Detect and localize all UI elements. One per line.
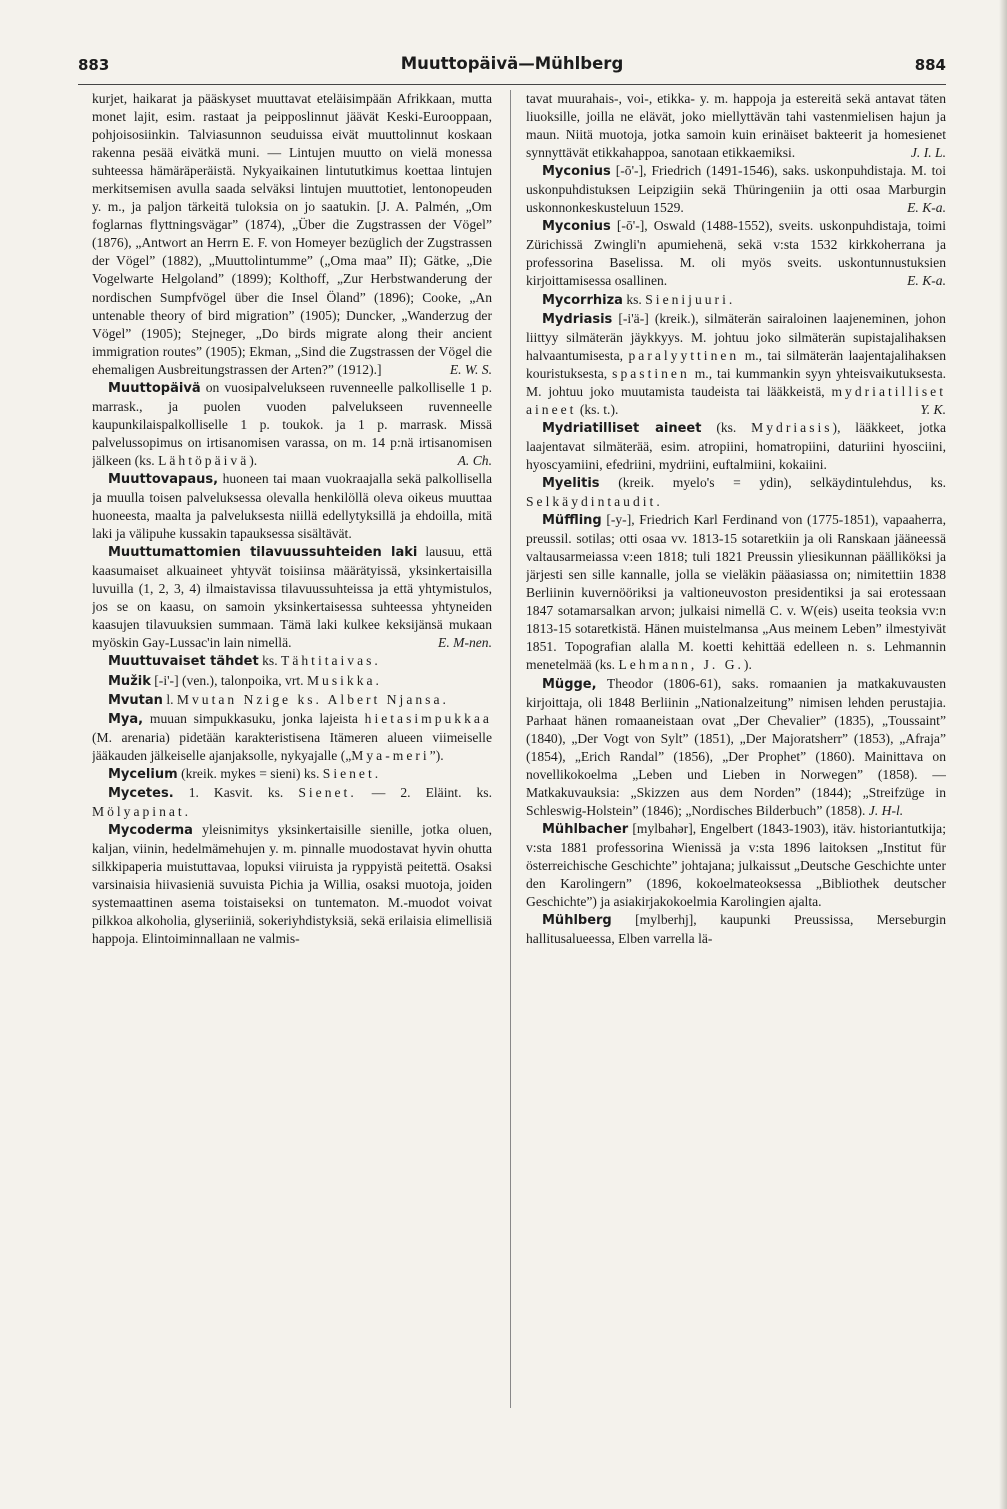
entry-muzik: Mužik [-i'-] (ven.), talonpoika, vrt. Musikka.	[108, 672, 382, 689]
entry-muhlberg: Mühlberg [mylberhj], kaupunki Preussissa, Merseburgin hallitusalueessa, Elben varrella lä-	[526, 912, 946, 947]
entry-muffling: Müffling [-y-], Friedrich Karl Ferdinand von (1775-1851), vapaaherra, preussil. sotilas; otti osaa vv. 1813-15 sotaretkiin ja oli Ranskaan jääneessä valtausarmeiassa v:een 1818; tuli 1821 Preussin yliesikunnan päälliköksi ja järjesti sen sille kannalle, jolla se vieläkin pääasiassa on; nimitettiin 1838 Berliinin kuvernööriksi ja valtioneuvoston presidentiksi ja sai erotessaan 1847 sotamarsalkan arvon; julkaisi nimellä C. v. W(eis) useita teoksia vv:n 1813-15 sotaretkistä. Hänen muistelmansa „Aus meinem Leben” ilmestyivät 1851. Topografian alalla M. koetti kehittää edelleen n. s. Lehmannin menetelmää (ks. Lehmann, J. G.).	[526, 512, 946, 673]
entry-mya: Mya, muuan simpukkasuku, jonka lajeista hietasimpukkaa (M. arenaria) pidetään karakteristisena Itämeren alueen viimeiselle jääkauden jälkeiselle ajanjaksolle, nykyajalle („Mya-meri”).	[92, 710, 492, 763]
left-column	[92, 90, 492, 1410]
headword: Mya,	[108, 711, 144, 727]
page-header	[78, 52, 946, 80]
headword: Mycelium	[108, 766, 178, 782]
column-divider	[510, 90, 511, 1408]
entry-mycoderma: Mycoderma yleisnimitys yksinkertaisille sienille, jotka oluen, kaljan, viinin, hedelmämehujen y. m. pinnalle muodostavat hyvin ohutta silkkipaperia muistuttavaa, lopuksi viiruista ja ryppyistä peitettä. Osaksi varsinaisia hiivasieniä suvuista Pichia ja Willia, osaksi muotoja, joiden systemaattinen asema toistaiseksi on tuntematon. M.-muodot voivat pilkkoa alkoholia, glyseriiniä, sokeriyhdistyksiä, sekä erilaisia elimellisiä happoja. Elintoiminnallaan ne valmis-	[92, 821, 492, 947]
headword: Müffling	[542, 513, 602, 529]
entry-mvutan: Mvutan l. Mvutan Nzige ks. Albert Njansa.	[108, 691, 449, 708]
headword: Mydriatilliset aineet	[542, 420, 702, 436]
entry-muhlbacher: Mühlbacher [mylbahər], Engelbert (1843-1903), itäv. historiantutkija; v:sta 1881 professorina Wienissä ja v:sta 1896 laitoksen „Institut für österreichische Geschichte” johtajana; julkaissut „Deutsche Geschichte unter den Karolingern” (1896, kokoelmateoksessa „Bibliothek deutscher Geschichte”) ja asiakirjakokoelmia Karolingien ajalta.	[526, 820, 946, 910]
headword: Myconius	[542, 164, 611, 180]
headword: Mühlberg	[542, 913, 612, 929]
page-number-left: 883	[78, 56, 110, 74]
signature: E. M-nen.	[438, 635, 492, 651]
headword: Myconius	[542, 219, 611, 235]
signature: Y. K.	[920, 401, 946, 417]
headword: Muuttovapaus,	[108, 471, 219, 487]
page-edge-shadow	[999, 0, 1007, 1509]
entry-muutto-continued: kurjet, haikarat ja pääskyset muuttavat eteläisimpään Afrikkaan, mutta monet lajit, esim. rastaat ja peipposlinnut jäävät Keski-Eurooppaan, pohjoisosiinkin. Talviasunnon seuduissa eivät muuttolinnut koskaan rakenna pesää eivätkä muni. — Lintujen muutto on vielä monessa suhteessa hämäräperäistä. Nykyaikainen lintututkimus koettaa lintujen merkitsemisen avulla saada selväksi lintujen muuttotiet, lentonopeuden y. m., ja paljon tärkeitä tuloksia on jo saatukin. [J. A. Palmén, „Om foglarnas flyttningsvägar” (1874), „Über die Zugstrassen der Vögel” (1876), „Antwort an Herrn E. F. von Homeyer bezüglich der Zugstrassen der Vögel” (1882), „Muuttolintumme” („Oma maa” II); Gätke, „Die Vogelwarte Helgoland” (1899); Kolthoff, „Zur Herbstwanderung der nordischen Sumpfvögel über die Insel Öland” (1896); Cooke, „An untenable theory of bird migration” (1905); Duncker, „Wanderzug der Vögel” (1905); Stejneger, „Do birds migrate along their ancient immigration routes” (1905); Ekman, „Sind die Zugstrassen der Vögel die ehemaligen Ausbreitungstrassen der Arten?” (1912).] E. W. S.	[92, 90, 492, 379]
entry-myconius-oswald: Myconius [-ō'-], Oswald (1488-1552), sveits. uskonpuhdistaja, toimi Zürichissä Zwingli'n apumiehenä, sekä v:sta 1532 kirkkoherrana ja professorina Baselissa. M. oli myös sveits. uskontunnustuksien kirjoittamisessa osallinen. E. K-a.	[526, 217, 946, 290]
headword: Muuttuvaiset tähdet	[108, 654, 259, 670]
headword: Muuttumattomien tilavuussuhteiden laki	[108, 545, 418, 561]
signature: E. K-a.	[907, 200, 946, 216]
headword: Mužik	[108, 673, 151, 689]
entry-mycoderma-continued: tavat muurahais-, voi-, etikka- y. m. happoja ja estereitä sekä antavat täten liuoksille, joilla ne elävät, joko miellyttävän tahi vastenmielisen hajun ja maun. Niitä muotoja, jotka samoin kuin erinäiset bakteerit ja homesienet synnyttävät etikkahappoa, sanotaan etikkaemiksi. J. I. L.	[526, 90, 946, 162]
entry-tilavuussuhteiden-laki: Muuttumattomien tilavuussuhteiden laki lausuu, että kaasumaiset alkuaineet yhtyvät toisiinsa määrätyissä, yksinkertaisilla luvuilla (1, 2, 3, 4) ilmaistavissa tilavuussuhteissa ja että yhtymistulos, jos se on kaasu, on samoin yksinkertaisessa suhteessa yhtyneiden kaasujen tilavuuksien summaan. Tämä laki kulkee keksijänsä mukaan myöskin Gay-Lussac'in lain nimellä. E. M-nen.	[92, 543, 492, 652]
headword: Mydriasis	[542, 311, 613, 327]
signature: J. I. L.	[910, 145, 946, 161]
entry-mycelium: Mycelium (kreik. mykes = sieni) ks. Sienet.	[108, 765, 382, 782]
entry-mycetes: Mycetes. 1. Kasvit. ks. Sienet. — 2. Eläint. ks. Mölyapinat.	[92, 784, 492, 819]
signature: J. H-l.	[868, 802, 904, 818]
entry-myelitis: Myelitis (kreik. myelo's = ydin), selkäydintulehdus, ks. Selkäydintaudit.	[526, 474, 946, 510]
running-title: Muuttopäivä—Mühlberg	[400, 54, 624, 73]
headword: Mycetes.	[108, 785, 174, 801]
header-rule	[78, 84, 946, 85]
entry-myconius-friedrich: Myconius [-ō'-], Friedrich (1491-1546), saks. uskonpuhdistaja. M. toi uskonpuhdistuksen Leipzigiin sekä Thüringeniin ja otti osaa Marburgin uskonnonkeskusteluun 1529. E. K-a.	[526, 162, 946, 217]
entry-mugge: Mügge, Theodor (1806-61), saks. romaanien ja matkakuvausten kirjoittaja, oli 1848 Berliinin „Nationalzeitung” nimisen lehden perustajia. Parhaat hänen romaaneistaan ovat „Der Chevalier” (1835), „Toussaint” (1840), „Der Vogt von Sylt” (1851), „Der Majoratsherr” (1853), „Afraja” (1854), „Erich Randal” (1856), „Der Prophet” (1860). Mainittava on novellikokoelma „Leben und Lieben in Norwegen” (1858). — Matkakuvauksia: „Skizzen aus dem Norden” (1844); „Streifzüge in Schleswig-Holstein” (1846); „Nordisches Bilderbuch” (1858). J. H-l.	[526, 675, 946, 818]
signature: E. W. S.	[449, 361, 492, 377]
signature: A. Ch.	[457, 452, 492, 468]
headword: Mycoderma	[108, 822, 193, 838]
right-column	[526, 90, 946, 1410]
headword: Mühlbacher	[542, 821, 629, 837]
page-number-right: 884	[914, 56, 946, 74]
entry-muuttuvaiset-tahdet: Muuttuvaiset tähdet ks. Tähtitaivas.	[108, 653, 381, 670]
entry-muuttovapaus: Muuttovapaus, huoneen tai maan vuokraajalla sekä palkollisella ja muulla toisen palveluksessa olevalla henkilöllä oleva oikeus muuttaa huoneesta, maalta ja palveluksesta niillä edellytyksillä ja ehdoilla, mitä laki ja välipuhe kussakin tapauksessa sisältävät.	[92, 470, 492, 542]
headword: Mycorrhiza	[542, 292, 623, 308]
entry-mydriatilliset-aineet: Mydriatilliset aineet (ks. Mydriasis), lääkkeet, jotka laajentavat silmäterää, esim. atropiini, homatropiini, daturiini hyosciini, hyoscyamiini, efedriini, mydriini, euftalmiini, kokaiini.	[526, 419, 946, 472]
headword: Mügge,	[542, 676, 597, 692]
entry-mydriasis: Mydriasis [-i'ä-] (kreik.), silmäterän sairaloinen laajeneminen, johon liittyy silmäterän jäykkyys. M. johtuu joko silmäterän supistajalihaksen halvaantumisesta, paralyyttinen m., tai silmäterän laajentajalihaksen kouristuksesta, spastinen m., tai kummankin syyn yhteisvaikutuksesta. M. johtuu joko muutamista taudeista tai lääkkeistä, mydriatilliset aineet (ks. t.). Y. K.	[526, 310, 946, 419]
entry-mycorrhiza: Mycorrhiza ks. Sienijuuri.	[542, 291, 736, 308]
headword: Myelitis	[542, 475, 600, 491]
signature: E. K-a.	[907, 273, 946, 289]
headword: Muuttopäivä	[108, 380, 201, 396]
headword: Mvutan	[108, 692, 163, 708]
entry-muuttopaiva: Muuttopäivä on vuosipalvelukseen ruvenneelle palkolliselle 1 p. marrask., ja puolen vuoden palvelukseen ruvenneelle kaupunkilaispalkolliselle 1 p. toukok. ja 1 p. marrask. Missä palvelussopimus on irtisanomisen varassa, on m. 14 p:nä irtisanomisen jälkeen (ks. Lähtöpäivä). A. Ch.	[92, 379, 492, 470]
